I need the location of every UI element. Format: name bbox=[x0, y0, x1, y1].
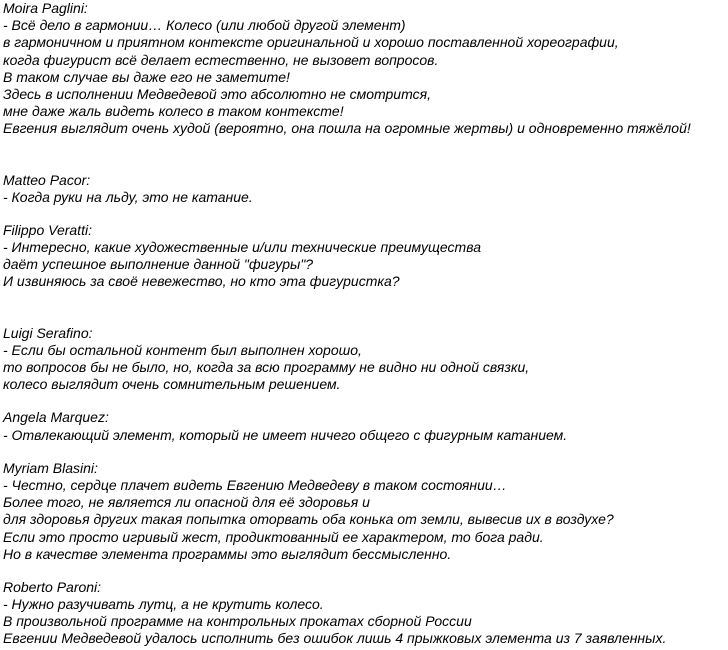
comment-author: Angela Marquez: bbox=[3, 409, 109, 426]
comment-line: - Если бы остальной контент был выполнен хорошо, bbox=[3, 341, 362, 358]
comment-line: В таком случае вы даже его не заметите! bbox=[3, 68, 290, 85]
comment-block bbox=[3, 460, 728, 563]
comment-line: в гармоничном и приятном контексте оригинальной и хорошо поставленной хореографии, bbox=[3, 34, 619, 51]
comment-block bbox=[3, 325, 728, 394]
comment-author: Myriam Blasini: bbox=[3, 459, 98, 476]
comment-block bbox=[3, 0, 728, 138]
comment-author: Matteo Pacor: bbox=[3, 171, 91, 188]
comment-block bbox=[3, 579, 728, 648]
comment-line: мне даже жаль видеть колесо в таком контексте! bbox=[3, 103, 344, 120]
comment-line: даёт успешное выполнение данной "фигуры"? bbox=[3, 256, 314, 273]
comment-block bbox=[3, 172, 728, 206]
comment-line: когда фигурист всё делает естественно, не вызовет вопросов. bbox=[3, 51, 439, 68]
comment-author: Filippo Veratti: bbox=[3, 221, 92, 238]
comment-line: - Честно, сердце плачет видеть Евгению Медведеву в таком состоянии… bbox=[3, 476, 507, 493]
comment-block bbox=[3, 222, 728, 291]
comment-line: - Отвлекающий элемент, который не имеет ничего общего с фигурным катанием. bbox=[3, 426, 568, 443]
comment-line: Но в качестве элемента программы это выглядит бессмысленно. bbox=[3, 545, 452, 562]
comment-line: Евгении Медведевой удалось исполнить без ошибок лишь 4 прыжковых элемента из 7 заявленных. bbox=[3, 630, 667, 647]
comment-line: - Всё дело в гармонии… Колесо (или любой другой элемент) bbox=[3, 17, 406, 34]
comment-author: Roberto Paroni: bbox=[3, 578, 102, 595]
comment-line: колесо выглядит очень сомнительным решением. bbox=[3, 376, 341, 393]
comment-line: - Когда руки на льду, это не катание. bbox=[3, 188, 253, 205]
comment-line: для здоровья других такая попытка оторвать оба конька от земли, вывесив их в воздухе? bbox=[3, 511, 614, 528]
comment-line: В произвольной программе на контрольных прокатах сборной России bbox=[3, 613, 472, 630]
comment-line: то вопросов бы не было, но, когда за всю программу не видно ни одной связки, bbox=[3, 359, 530, 375]
comment-line: Более того, не является ли опасной для её здоровья и bbox=[3, 494, 370, 511]
comment-line: И извиняюсь за своё невежество, но кто эта фигуристка? bbox=[3, 273, 400, 290]
comment-line: Если это просто игривый жест, продиктованный ее характером, то бога ради. bbox=[3, 528, 544, 545]
comment-author: Luigi Serafino: bbox=[3, 324, 93, 341]
comment-line: - Нужно разучивать лутц, а не крутить колесо. bbox=[3, 596, 324, 613]
comment-line: - Интересно, какие художественные и/или технические преимущества bbox=[3, 239, 481, 256]
comment-line: Здесь в исполнении Медведевой это абсолютно не смотрится, bbox=[3, 85, 431, 102]
comment-line: Евгения выглядит очень худой (вероятно, она пошла на огромные жертвы) и одновременно тяжёлой! bbox=[3, 120, 691, 137]
comment-author: Moira Paglini: bbox=[3, 0, 88, 16]
comment-block bbox=[3, 409, 728, 443]
